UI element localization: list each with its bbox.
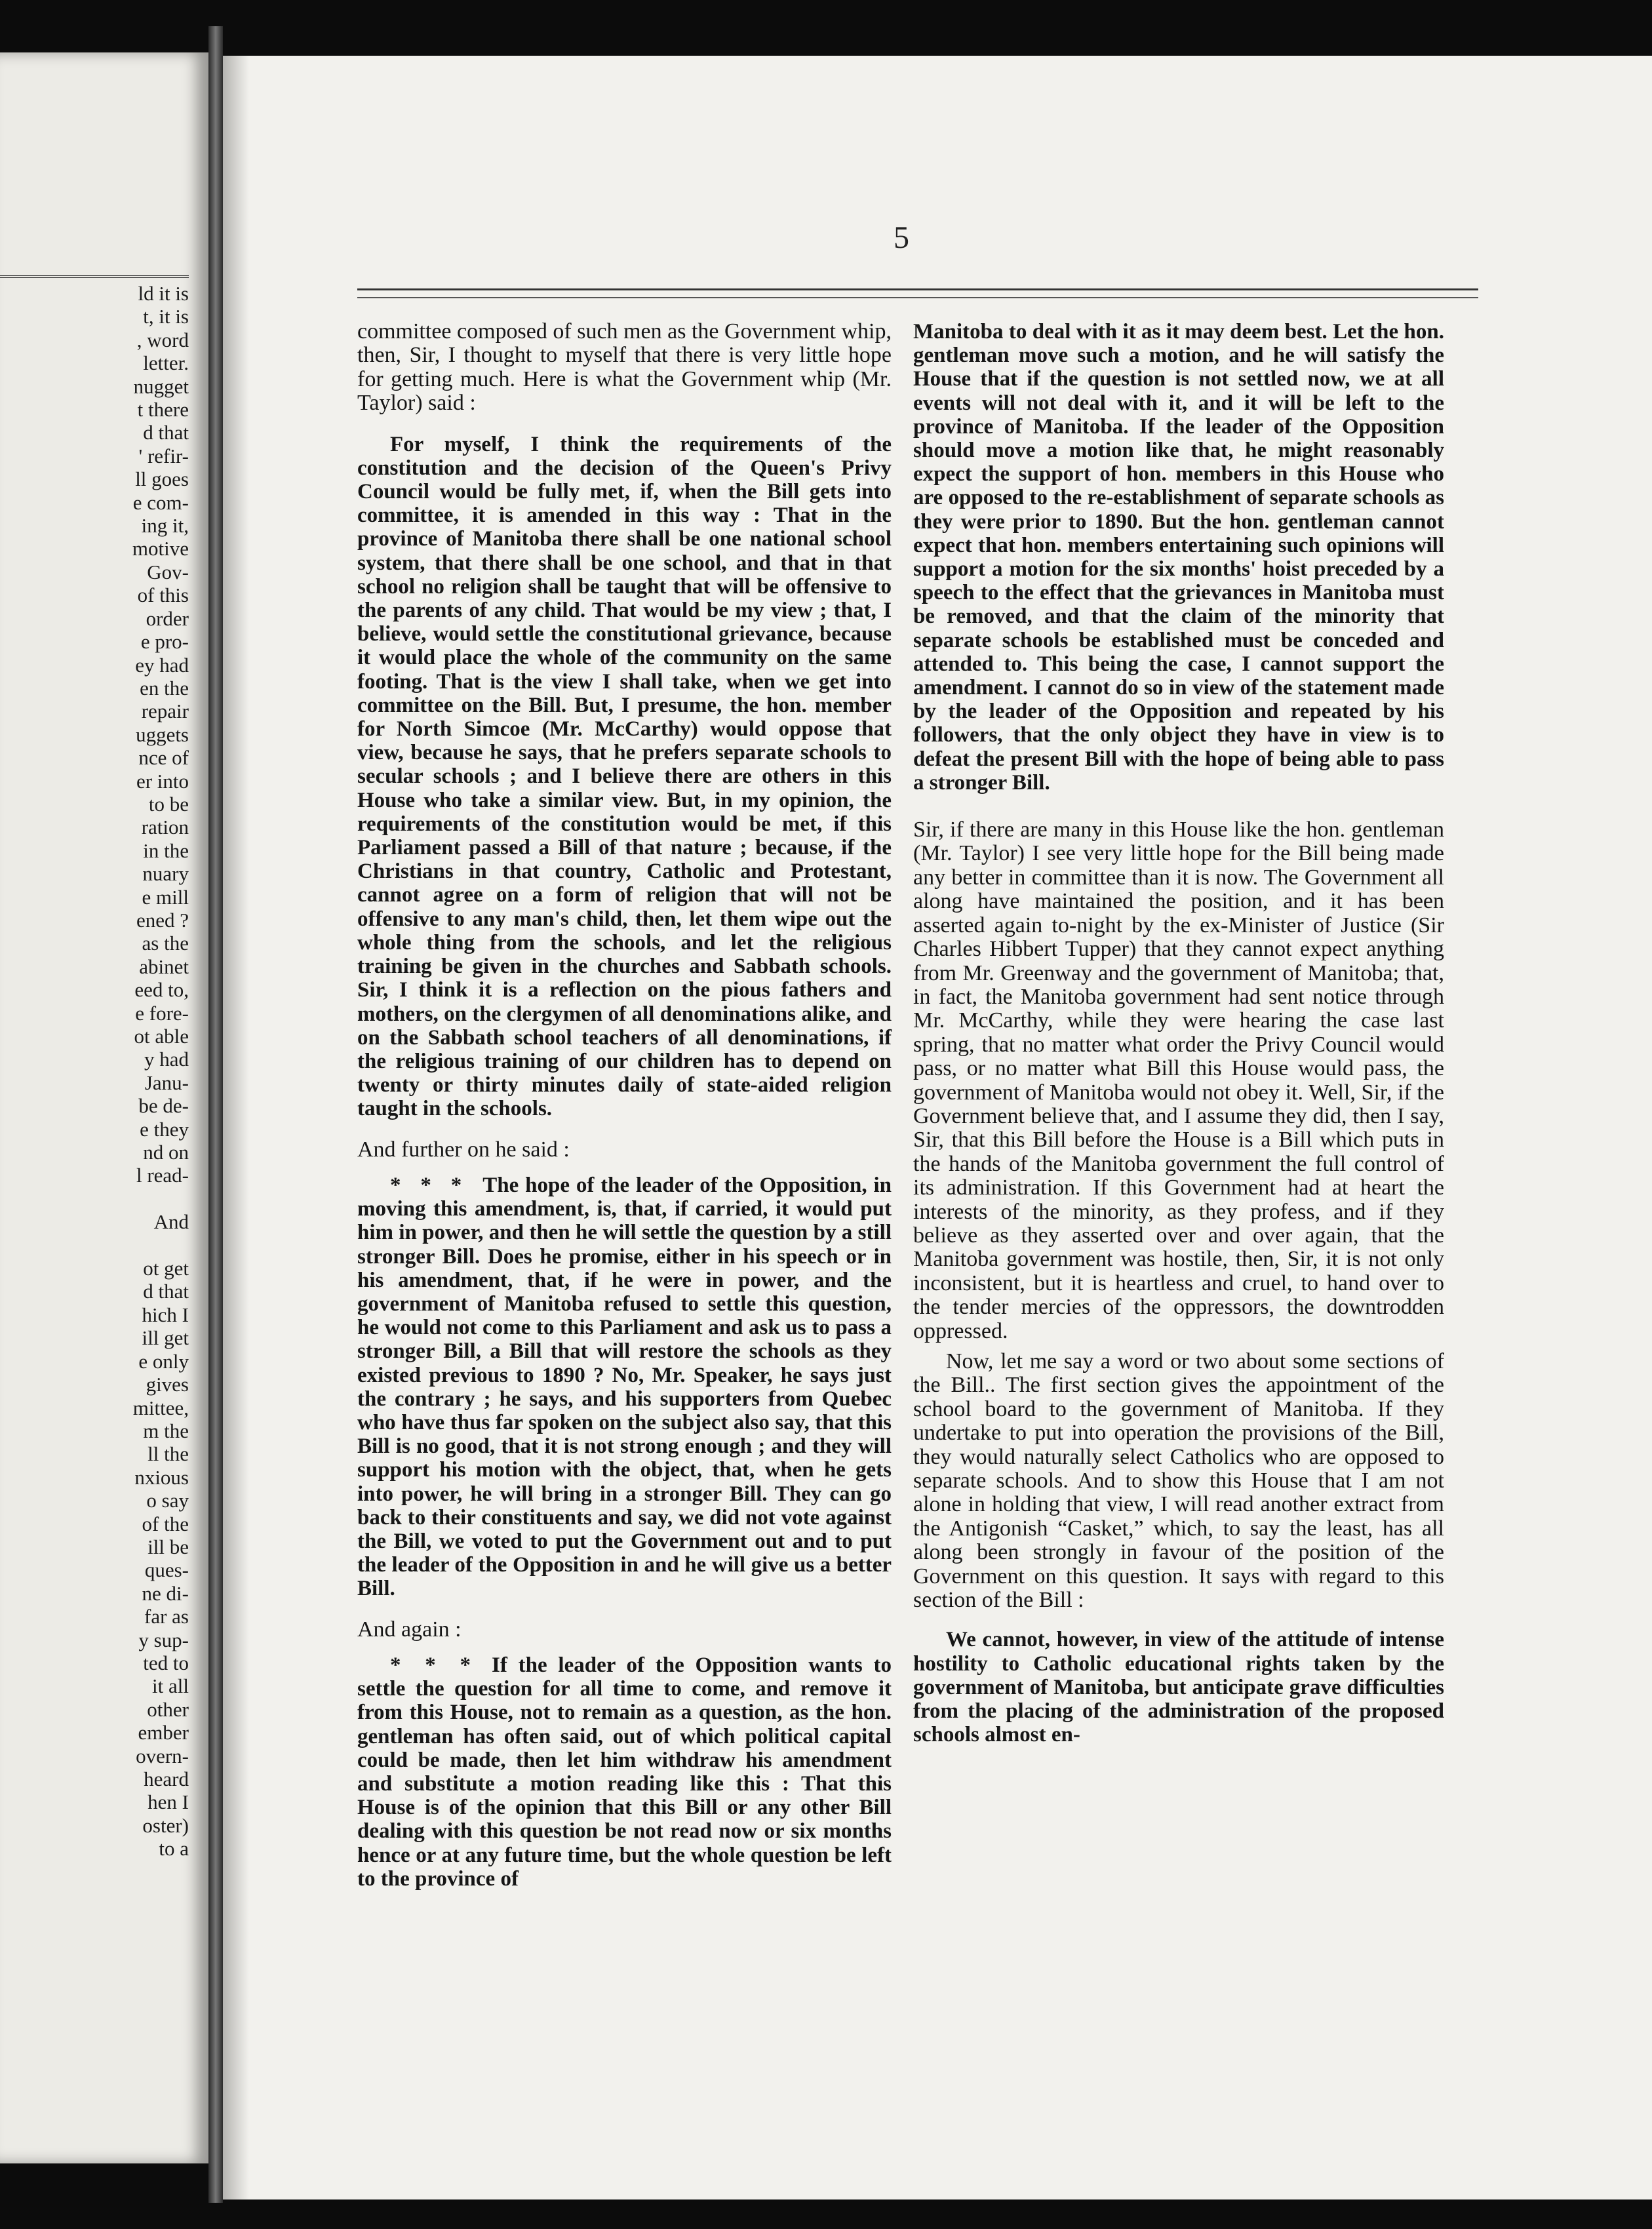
left-fragment-line: ill get: [142, 1326, 189, 1350]
left-fragment-line: be de-: [138, 1094, 189, 1118]
left-fragment-line: d that: [143, 421, 189, 444]
heading-again: And again :: [357, 1617, 462, 1642]
left-fragment-line: ing it,: [141, 514, 189, 538]
left-fragment-line: nce of: [138, 746, 189, 770]
left-page: [0, 52, 208, 2163]
left-fragment-line: gives: [146, 1373, 189, 1396]
column-right: [913, 320, 1444, 1746]
left-fragment-line: nuary: [142, 862, 189, 886]
left-fragment-line: abinet: [139, 955, 189, 978]
left-fragment-line: uggets: [136, 722, 189, 746]
left-fragment-line: far as: [144, 1605, 189, 1628]
left-fragment-line: e pro-: [140, 630, 189, 654]
left-fragment-line: in the: [143, 838, 189, 862]
left-fragment-line: e they: [140, 1117, 189, 1141]
left-fragment-line: [0, 1234, 189, 1257]
left-fragment-line: ot able: [134, 1025, 189, 1048]
left-fragment-line: And: [153, 1210, 189, 1234]
header-rule: [357, 288, 1478, 298]
left-fragment-line: ' refir-: [138, 444, 189, 467]
left-fragment-line: ll the: [148, 1442, 189, 1466]
left-fragment-line: mittee,: [132, 1396, 189, 1419]
left-fragment-line: other: [147, 1697, 189, 1721]
left-fragment-line: y sup-: [138, 1628, 189, 1651]
left-fragment-line: ques-: [144, 1558, 189, 1582]
left-fragment-line: o say: [146, 1489, 189, 1512]
left-fragment-line: nd on: [143, 1141, 189, 1164]
left-fragment-line: y had: [144, 1048, 189, 1071]
left-fragment-line: hich I: [142, 1303, 189, 1326]
left-fragment-line: oster): [142, 1813, 189, 1837]
quote-casket: We cannot, however, in view of the attitude of intense hostility to Catholic educational rights taken by the government of Manitoba, but anticipate grave difficulties from the placing of the administration of the proposed schools almost en-: [913, 1628, 1444, 1747]
left-fragment-line: motive: [132, 537, 189, 561]
left-fragment-line: Janu-: [144, 1071, 189, 1094]
page-number: 5: [894, 220, 909, 255]
left-fragment-line: e mill: [142, 885, 189, 909]
left-fragment-line: order: [146, 606, 189, 630]
left-fragment-line: repair: [141, 700, 189, 723]
left-fragment-line: er into: [136, 769, 189, 793]
left-page-rule: [0, 275, 189, 278]
paragraph-taylor: Sir, if there are many in this House like the hon. gentleman (Mr. Taylor) I see very little hope for the Bill being made any better in committee than it is now. The Government all along have maintained the position, and it has been asserted again to-night by the ex-Minister of Justice (Sir Charles Hibbert Tupper) that they cannot expect anything from Mr. Greenway and the government of Manitoba; that, in fact, the Manitoba government had sent notice through Mr. McCarthy, while they were hearing the case last spring, that no matter what order the Privy Council would pass, or no matter what Bill this House would pass, the government of Manitoba would not obey it. Well, Sir, if the Government believe that, and I assume they did, then I say, Sir, that this Bill before the House is a Bill which puts in the hands of the Manitoba government the full control of its administration. If this Government had at heart the interests of the minority, as they profess, and if they believe as they asserted over and over again, that the Manitoba government was hostile, then, Sir, it is not only inconsistent, but it is heartless and cruel, to hand over to the tender mercies of the oppressors, the downtrodden oppressed.: [913, 818, 1444, 1343]
left-fragment-line: hen I: [148, 1790, 189, 1814]
left-fragment-line: of the: [142, 1512, 189, 1535]
left-fragment-line: l read-: [136, 1164, 189, 1187]
left-fragment-line: heard: [144, 1767, 189, 1790]
left-fragment-line: , word: [136, 328, 189, 351]
left-fragment-line: e com-: [132, 490, 189, 514]
left-fragment-line: letter.: [143, 351, 189, 375]
left-fragment-line: nxious: [134, 1465, 189, 1489]
left-fragment-line: m the: [143, 1419, 189, 1442]
left-fragment-line: of this: [137, 583, 189, 607]
left-fragment-line: it all: [152, 1674, 189, 1698]
column-left: [357, 320, 892, 1891]
left-fragment-line: to a: [159, 1837, 189, 1861]
left-fragment-line: en the: [140, 676, 189, 700]
left-fragment-line: ember: [138, 1721, 189, 1745]
paragraph-sections: Now, let me say a word or two about some sections of the Bill.. The first section gives the appointment of the school board to the government of Manitoba. If they undertake to put into operation the provisions of the Bill, they would naturally select Catholics who are opposed to separate schools. And to show this House that I am not alone in holding that view, I will read another extract from the Antigonish “Casket,” which, to say the least, has all along been strongly in favour of the position of the Government on this question. It says with regard to this section of the Bill :: [913, 1349, 1444, 1613]
left-fragment-line: to be: [148, 792, 189, 816]
left-fragment-line: t there: [137, 398, 189, 422]
left-fragment-line: ill be: [148, 1535, 189, 1558]
left-fragment-line: overn-: [136, 1744, 189, 1767]
ellipsis-stars-2: * * *: [390, 1653, 478, 1677]
left-fragment-line: ot get: [143, 1257, 189, 1280]
book-spine: [208, 26, 223, 2203]
left-fragment-line: as the: [142, 932, 189, 955]
heading-further: And further on he said :: [357, 1137, 570, 1162]
intro-paragraph: committee composed of such men as the Government whip, then, Sir, I thought to myself that there is very little hope for getting much. Here is what the Government whip (Mr. Taylor) said :: [357, 319, 892, 416]
left-fragment-line: ld it is: [138, 282, 189, 305]
quote-hope: * * * The hope of the leader of the Opposition, in moving this amendment, is, that, if carried, it would put him in power, and then he will settle the question by a still stronger Bill. Does he promise, either in his speech or in his amendment, that, if he were in power, and the government of Manitoba refused to settle this question, he would not come to this Parliament and ask us to pass a stronger Bill, a Bill that will restore the schools as they existed previous to 1890 ? No, Mr. Speaker, he says just the contrary ; he says, and his supporters from Quebec who have thus far spoken on the subject also say, that this Bill is no good, that it is not strong enough ; and they will support his motion with the object, that, when he gets into power, he will bring in a stronger Bill. They can go back to their constituents and say, we did not vote against the Bill, we voted to put the Government out and to put the leader of the Opposition in and he will give us a better Bill.: [357, 1173, 892, 1601]
ellipsis-stars: * * *: [390, 1173, 469, 1197]
left-fragment-line: t, it is: [143, 305, 189, 328]
left-fragment-line: ted to: [143, 1651, 189, 1674]
left-fragment-line: ll goes: [135, 467, 189, 491]
left-fragment-line: ened ?: [136, 908, 189, 932]
left-fragment-line: e only: [138, 1349, 189, 1373]
left-page-fragments: [0, 282, 189, 1861]
left-fragment-line: ne di-: [142, 1581, 189, 1605]
quote-taylor: For myself, I think the requirements of the constitution and the decision of the Queen's Privy Council would be fully met, if, when the Bill gets into committee, it is amended in this way : That in the province of Manitoba there shall be one national school system, that there shall be one school, and that in that school no religion shall be taught that will be offensive to the parents of any child. That would be my view ; that, I believe, would settle the constitutional grievance, because it would place the whole of the community on the same footing. That is the view I shall take, when we get into committee on the Bill. But, I presume, the hon. member for North Simcoe (Mr. McCarthy) would oppose that view, because he says, that he prefers separate schools to secular schools ; and I believe there are others in this House who take a similar view. But, in my opinion, the requirements of the constitution would be met, if this Parliament passed a Bill of that nature ; because, if the Christians in that country, Catholic and Protestant, cannot agree on a form of religion that will not be offensive to any man's child, then, let them wipe out the whole thing from the schools, and let the religious training be given in the churches and Sabbath schools. Sir, I think it is a reflection on the pious fathers and mothers, on the clergymen of all denominations alike, and on the Sabbath school teachers of all denominations, if the religious training of our children has to depend on twenty or thirty minutes daily of state-aided religion taught in the schools.: [357, 432, 892, 1121]
left-fragment-line: e fore-: [135, 1001, 189, 1025]
left-fragment-line: ey had: [135, 653, 189, 677]
left-fragment-line: Gov-: [147, 560, 189, 583]
left-fragment-line: eed to,: [134, 978, 189, 1002]
left-fragment-line: d that: [143, 1280, 189, 1303]
left-fragment-line: [0, 1187, 189, 1210]
quote-settle: * * * If the leader of the Opposition wants to settle the question for all time to come, and remove it from this House, not to remain as a question, as the hon. gentleman has often said, out of which political capital could be made, then let him withdraw his amendment and substitute a motion reading like this : That this House is of the opinion that this Bill or any other Bill dealing with this question be not read now or six months hence or at any future time, but the whole question be left to the province of: [357, 1653, 892, 1891]
gutter-shadow: [223, 56, 249, 2199]
left-fragment-line: ration: [141, 816, 189, 839]
quote-continuation: Manitoba to deal with it as it may deem best. Let the hon. gentleman move such a motion, and he will satisfy the House that if the question is not settled now, we at all events will not deal with it, and it will be left to the province of Manitoba. If the leader of the Opposition should move a motion like that, he might reasonably expect the support of hon. members in this House who are opposed to the re-establishment of separate schools as they were prior to 1890. But the hon. gentleman cannot expect that hon. members entertaining such opinions will support a motion for the six months' hoist preceded by a speech to the effect that the grievances in Manitoba must be removed, and that the claim of the minority that separate schools be established must be conceded and attended to. This being the case, I cannot support the amendment. I cannot do so in view of the statement made by the leader of the Opposition and repeated by his followers, that the only object they have in view is to defeat the present Bill with the hope of being able to pass a stronger Bill.: [913, 320, 1444, 795]
left-fragment-line: nugget: [133, 374, 189, 398]
